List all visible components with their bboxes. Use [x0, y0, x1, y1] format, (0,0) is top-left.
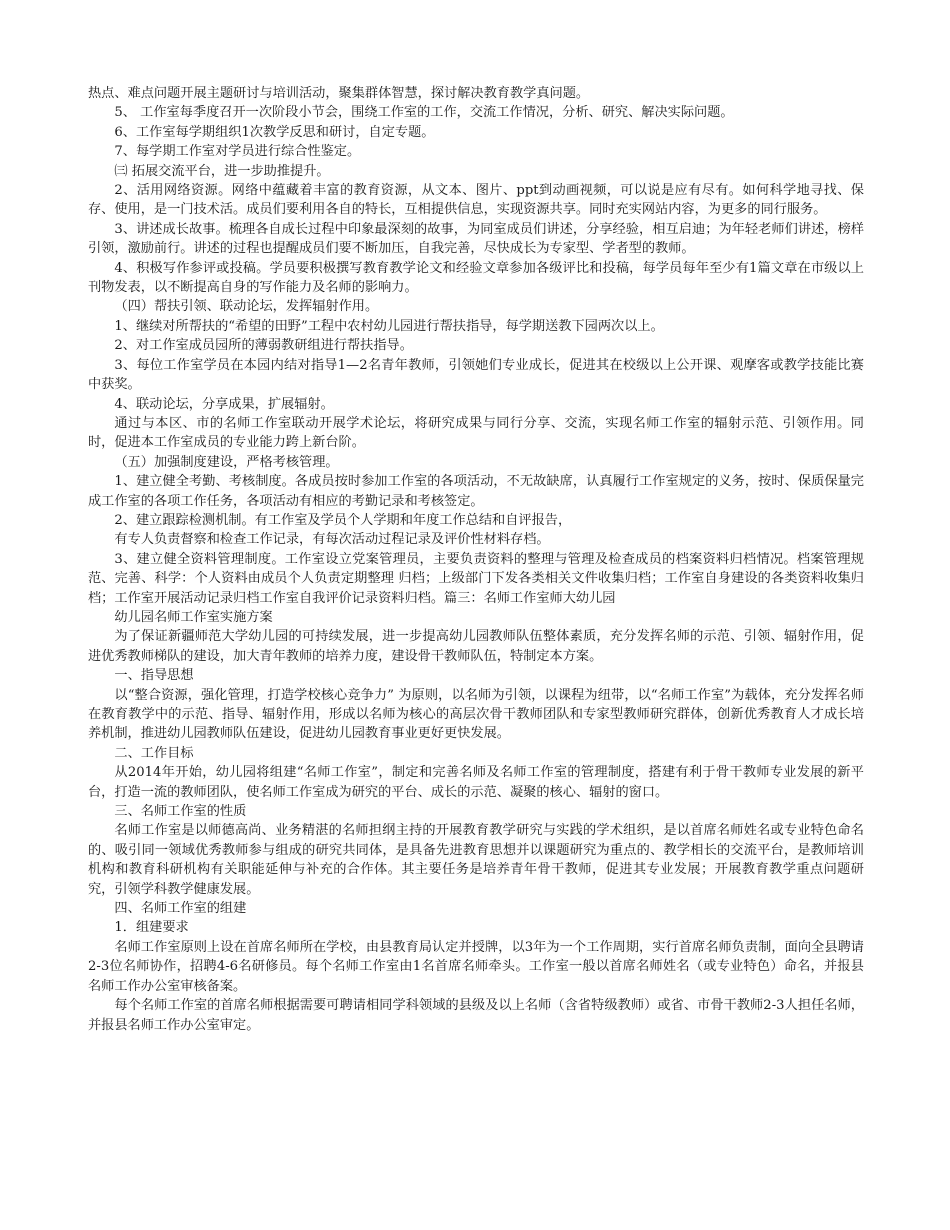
paragraph: 从2014年开始，幼儿园将组建“名师工作室”，制定和完善名师及名师工作室的管理制度，搭建有利于骨干教师专业发展的新平台，打造一流的教师团队，使名师工作室成为研究的平台、成长的示范、凝聚的核心、辐射的窗口。	[88, 765, 864, 800]
paragraph: 名师工作室原则上设在首席名师所在学校，由县教育局认定并授牌，以3年为一个工作周期，实行首席名师负责制，面向全县聘请2-3位名师协作，招聘4-6名研修员。每个名师工作室由1名首席名师牵头。工作室一般以首席名师姓名（或专业特色）命名，并报县名师工作办公室审核备案。	[88, 939, 864, 994]
paragraph: （四）帮扶引领、联动论坛，发挥辐射作用。	[114, 299, 379, 315]
paragraph: 5、 工作室每季度召开一次阶段小节会，围绕工作室的工作，交流工作情况，分析、研究、解决实际问题。	[114, 105, 734, 121]
paragraph: 3、每位工作室学员在本园内结对指导1—2名青年教师，引领她们专业成长，促进其在校级以上公开课、观摩客或教学技能比赛中获奖。	[88, 357, 864, 393]
paragraph: 2、对工作室成员园所的薄弱教研组进行帮扶指导。	[114, 338, 413, 354]
paragraph: （五）加强制度建设，严格考核管理。	[114, 454, 339, 470]
paragraph: 热点、难点问题开展主题研讨与培训活动，聚集群体智慧，探讨解决教育教学真问题。	[88, 86, 590, 101]
paragraph: 每个名师工作室的首席名师根据需要可聘请相同学科领域的县级及以上名师（含省特级教师）或省、市骨干教师2-3人担任名师，并报县名师工作办公室审定。	[88, 998, 864, 1033]
paragraph: 4、联动论坛，分享成果，扩展辐射。	[114, 396, 334, 412]
paragraph: 3、讲述成长故事。梳理各自成长过程中印象最深刻的故事，为同室成员们讲述，分享经验，相互启迪；为年轻老师们讲述，榜样引领，激励前行。讲述的过程也提醒成员们要不断加压，自我完善，尽快成长为专家型、学者型的教师。	[88, 221, 864, 257]
paragraph: ㈢ 拓展交流平台，进一步助推提升。	[114, 163, 330, 179]
paragraph: 1、继续对所帮扶的“希望的田野”工程中农村幼儿园进行帮扶指导，每学期送教下园两次以上。	[114, 318, 664, 334]
paragraph: 一、指导思想	[114, 668, 194, 684]
paragraph: 3、建立健全资料管理制度。工作室设立党案管理员，主要负责资料的整理与管理及检查成员的档案资料归档情况。档案管理规范、完善、科学：个人资料由成员个人负责定期整理 归档；上级部门下发各类相关文件收集归档；工作室自身建设的各类资料收集归档；工作室开展活动记录归档工作室自我评价记录资料归档。篇三：名师工作室师大幼儿园	[88, 551, 864, 606]
paragraph: 6、工作室每学期组织1次教学反思和研讨，自定专题。	[114, 124, 435, 140]
paragraph: 7、每学期工作室对学员进行综合性鉴定。	[114, 144, 361, 160]
paragraph: 2、建立跟踪检测机制。有工作室及学员个人学期和年度工作总结和自评报告，	[114, 512, 572, 528]
paragraph: 2、活用网络资源。网络中蕴藏着丰富的教育资源，从文本、图片、ppt到动画视频，可以说是应有尽有。如何科学地寻找、保存、使用，是一门技术活。成员们要利用各自的特长，互相提供信息，实现资源共享。同时充实网站内容，为更多的同行服务。	[88, 183, 864, 218]
document-body	[88, 84, 864, 1035]
paragraph: 名师工作室是以师德高尚、业务精湛的名师担纲主持的开展教育教学研究与实践的学术组织，是以首席名师姓名或专业特色命名的、吸引同一领域优秀教师参与组成的研究共同体，是具备先进教育思想并以课题研究为重点的、教学相长的交流平台，是教师培训机构和教育科研机构有关职能延伸与补充的合作体。其主要任务是培养青年骨干教师，促进其专业发展；开展教育教学重点问题研究，引领学科教学健康发展。	[88, 823, 864, 897]
paragraph: 以“整合资源，强化管理，打造学校核心竞争力” 为原则，以名师为引领，以课程为纽带，以“名师工作室”为载体，充分发挥名师在教育教学中的示范、指导、辐射作用，形成以名师为核心的高层次骨干教师团队和专家型教师研究群体，创新优秀教育人才成长培养机制，推进幼儿园教师队伍建设，促进幼儿园教育事业更好更快发展。	[88, 687, 864, 742]
paragraph: 为了保证新疆师范大学幼儿园的可持续发展，进一步提高幼儿园教师队伍整体素质，充分发挥名师的示范、引领、辐射作用，促进优秀教师梯队的建设，加大青年教师的培养力度，建设骨干教师队伍，特制定本方案。	[88, 629, 864, 664]
paragraph: 4、积极写作参评或投稿。学员要积极撰写教育教学论文和经验文章参加各级评比和投稿，每学员每年至少有1篇文章在市级以上刊物发表，以不断提高自身的写作能力及名师的影响力。	[88, 260, 864, 296]
paragraph: 1．组建要求	[114, 920, 189, 936]
paragraph: 通过与本区、市的名师工作室联动开展学术论坛，将研究成果与同行分享、交流，实现名师工作室的辐射示范、引领作用。同时，促进本工作室成员的专业能力跨上新台阶。	[88, 415, 864, 451]
paragraph: 1、建立健全考勤、考核制度。各成员按时参加工作室的各项活动，不无故缺席，认真履行工作室规定的义务，按时、保质保量完成工作室的各项工作任务，各项活动有相应的考勤记录和考核签定。	[88, 474, 864, 509]
paragraph: 有专人负责督察和检查工作记录，有每次活动过程记录及评价性材料存档。	[114, 532, 550, 548]
paragraph: 四、名师工作室的组建	[114, 901, 247, 917]
paragraph: 二、工作目标	[114, 745, 194, 761]
paragraph: 三、名师工作室的性质	[114, 804, 247, 820]
paragraph: 幼儿园名师工作室实施方案	[114, 609, 273, 625]
